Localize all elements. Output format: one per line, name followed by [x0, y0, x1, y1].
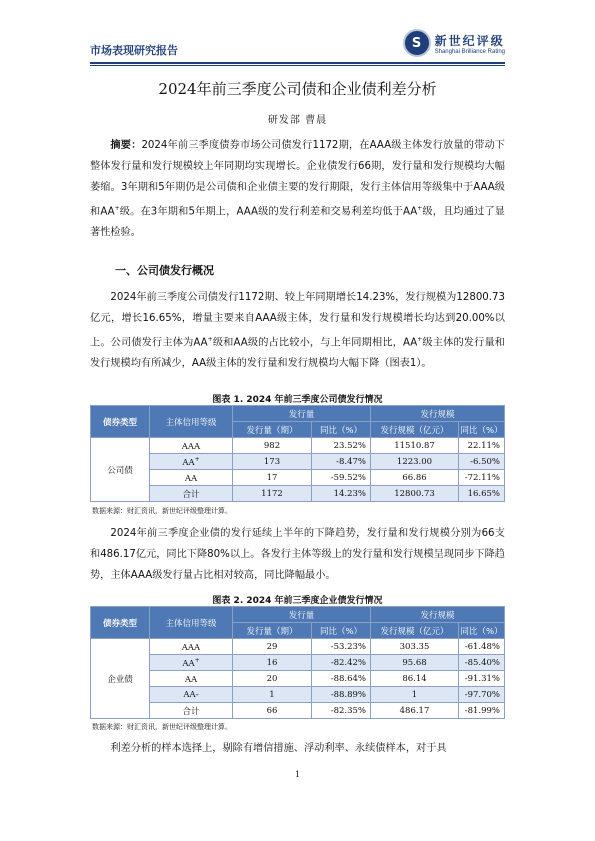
abstract-text-3: 级，且均通过了显著性检验。 [90, 206, 505, 239]
yoy-cell: 14.23% [312, 486, 371, 502]
scale-cell: 95.68 [371, 655, 459, 671]
count-cell: 1172 [233, 486, 312, 502]
yoy-cell: -8.47% [312, 454, 371, 470]
abstract-text-1: 2024年前三季度债券市场公司债发行1172期，在AAA级主体发行放量的带动下整体发行量和发行规模较上年同期均实现增长。企业债发行66期，发行量和发行规模均大幅萎缩。3年期和5年期仍是公司债和企业债主要的发行期限，发行主体信用等级集中于AAA级和AA [90, 140, 505, 218]
table-2-category: 企业债 [91, 639, 150, 719]
table-2-col-rating: 主体信用等级 [150, 607, 233, 639]
count-cell: 17 [233, 470, 312, 486]
rating-cell: AA [184, 674, 198, 685]
table-2-sub-yoy1: 同比（%） [312, 623, 371, 639]
table-1-sub-yoy1: 同比（%） [312, 422, 371, 438]
rating-cell: AA [182, 658, 195, 669]
yoy-cell: 16.65% [459, 486, 505, 502]
count-cell: 1 [233, 687, 312, 703]
yoy-cell: -61.48% [459, 639, 505, 655]
rating-cell: 合计 [150, 703, 233, 719]
rating-cell: AA [184, 473, 198, 484]
abstract-sup-2: + [417, 205, 423, 212]
yoy-cell: -59.52% [312, 470, 371, 486]
table-1-col-count: 发行量 [233, 406, 371, 422]
scale-cell: 486.17 [371, 703, 459, 719]
abstract-label: 摘要： [110, 140, 142, 151]
scale-cell: 303.35 [371, 639, 459, 655]
table-row: AA+ 16 -82.42% 95.68 -85.40% [91, 655, 505, 671]
table-2-col-scale: 发行规模 [371, 607, 505, 623]
para-1-text-c: 级主体的发行量和发行规模均有所减少，AA级主体的发行量和发行规模均大幅下降（图表1）。 [90, 337, 505, 370]
table-row [91, 703, 505, 719]
page-title: 2024年前三季度公司债和企业债利差分析 [158, 80, 437, 98]
logo-english-name: Shanghai Brilliance Rating [434, 48, 505, 55]
rating-cell: AA- [150, 687, 233, 703]
table-1-col-rating: 主体信用等级 [150, 406, 233, 438]
table-1-source: 数据来源：财汇资讯，新世纪评级整理计算。 [92, 507, 232, 515]
rating-cell: AAA [181, 441, 201, 452]
table-2-sub-yoy2: 同比（%） [459, 623, 505, 639]
logo-emblem-icon: S [403, 29, 431, 57]
yoy-cell: 23.52% [312, 438, 371, 454]
author-line: 研发部 曹晨 [267, 115, 328, 126]
yoy-cell: -72.11% [459, 470, 505, 486]
table-1 [90, 405, 505, 502]
para-1-sup-a: + [207, 336, 213, 343]
table-1-caption: 图表 1. 2024 年前三季度公司债发行情况 [212, 395, 383, 405]
yoy-cell: -88.89% [312, 687, 371, 703]
paragraph-2: 2024年前三季度企业债的发行延续上半年的下降趋势，发行量和发行规模分别为66支和486.17亿元，同比下降80%以上。各发行主体等级上的发行量和发行规模呈现同步下降趋势，主体AAA级发行量占比相对较高，同比降幅最小。 [90, 528, 505, 581]
yoy-cell: -85.40% [459, 655, 505, 671]
paragraph-3: 利差分析的样本选择上，剔除有增信措施、浮动利率、永续债样本，对于具 [110, 743, 447, 754]
scale-cell: 1223.00 [371, 454, 459, 470]
count-cell: 173 [233, 454, 312, 470]
table-row [91, 438, 505, 454]
count-cell: 29 [233, 639, 312, 655]
logo-chinese-name: 新世纪评级 [434, 33, 505, 48]
abstract-text-2: 级。在3年期和5年期上，AAA级的发行利差和交易利差均低于AA [119, 206, 418, 218]
header-divider [90, 62, 505, 64]
table-row: AA+ 173 -8.47% 1223.00 -6.50% [91, 454, 505, 470]
table-row [91, 486, 505, 502]
scale-cell: 86.14 [371, 671, 459, 687]
scale-cell: 12800.73 [371, 486, 459, 502]
scale-cell: 66.86 [371, 470, 459, 486]
rating-cell: AAA [181, 642, 201, 653]
table-2-caption: 图表 2. 2024 年前三季度企业债发行情况 [212, 596, 383, 606]
table-2-source: 数据来源：财汇资讯，新世纪评级整理计算。 [92, 723, 232, 731]
page-header [90, 26, 505, 62]
table-1-col-scale: 发行规模 [371, 406, 505, 422]
scale-cell: 11510.87 [371, 438, 459, 454]
table-2 [90, 606, 505, 719]
abstract [90, 135, 505, 243]
para-1-text-a: 2024年前三季度公司债发行1172期、较上年同期增长14.23%，发行规模为12800.73亿元，增长16.65%，增量主要来自AAA级主体，发行量和发行规模增长均达到20.00%以上。公司债发行主体为AA [90, 292, 505, 349]
count-cell: 66 [233, 703, 312, 719]
count-cell: 982 [233, 438, 312, 454]
table-row [91, 687, 505, 703]
paragraph-1 [90, 287, 505, 374]
abstract-sup-1: + [114, 205, 120, 212]
yoy-cell: -88.64% [312, 671, 371, 687]
table-2-sub-scale: 发行规模（亿元） [371, 623, 459, 639]
table-1-sub-scale: 发行规模（亿元） [371, 422, 459, 438]
table-row [91, 639, 505, 655]
yoy-cell: -82.35% [312, 703, 371, 719]
table-1-category: 公司债 [91, 438, 150, 502]
rating-cell: 合计 [150, 486, 233, 502]
para-1-text-b: 级和AA级的占比较小，与上年同期相比，AA [212, 337, 418, 349]
table-1-col-type: 债券类型 [91, 406, 150, 438]
yoy-cell: 22.11% [459, 438, 505, 454]
yoy-cell: -81.99% [459, 703, 505, 719]
report-type-label: 市场表现研究报告 [90, 44, 178, 57]
section-heading-1: 一、公司债发行概况 [115, 264, 214, 277]
table-row [91, 470, 505, 486]
scale-cell: 1 [371, 687, 459, 703]
count-cell: 16 [233, 655, 312, 671]
rating-cell: AA [182, 457, 195, 468]
table-1-sub-yoy2: 同比（%） [459, 422, 505, 438]
header-divider-thin [90, 65, 505, 66]
company-logo [403, 26, 505, 60]
yoy-cell: -53.23% [312, 639, 371, 655]
table-2-col-count: 发行量 [233, 607, 371, 623]
table-2-col-type: 债券类型 [91, 607, 150, 639]
yoy-cell: -91.31% [459, 671, 505, 687]
yoy-cell: -6.50% [459, 454, 505, 470]
page-number: 1 [294, 770, 301, 779]
table-row [91, 671, 505, 687]
yoy-cell: -97.70% [459, 687, 505, 703]
yoy-cell: -82.42% [312, 655, 371, 671]
table-1-sub-count: 发行量（期） [233, 422, 312, 438]
count-cell: 20 [233, 671, 312, 687]
table-2-sub-count: 发行量（期） [233, 623, 312, 639]
para-1-sup-b: + [417, 336, 423, 343]
